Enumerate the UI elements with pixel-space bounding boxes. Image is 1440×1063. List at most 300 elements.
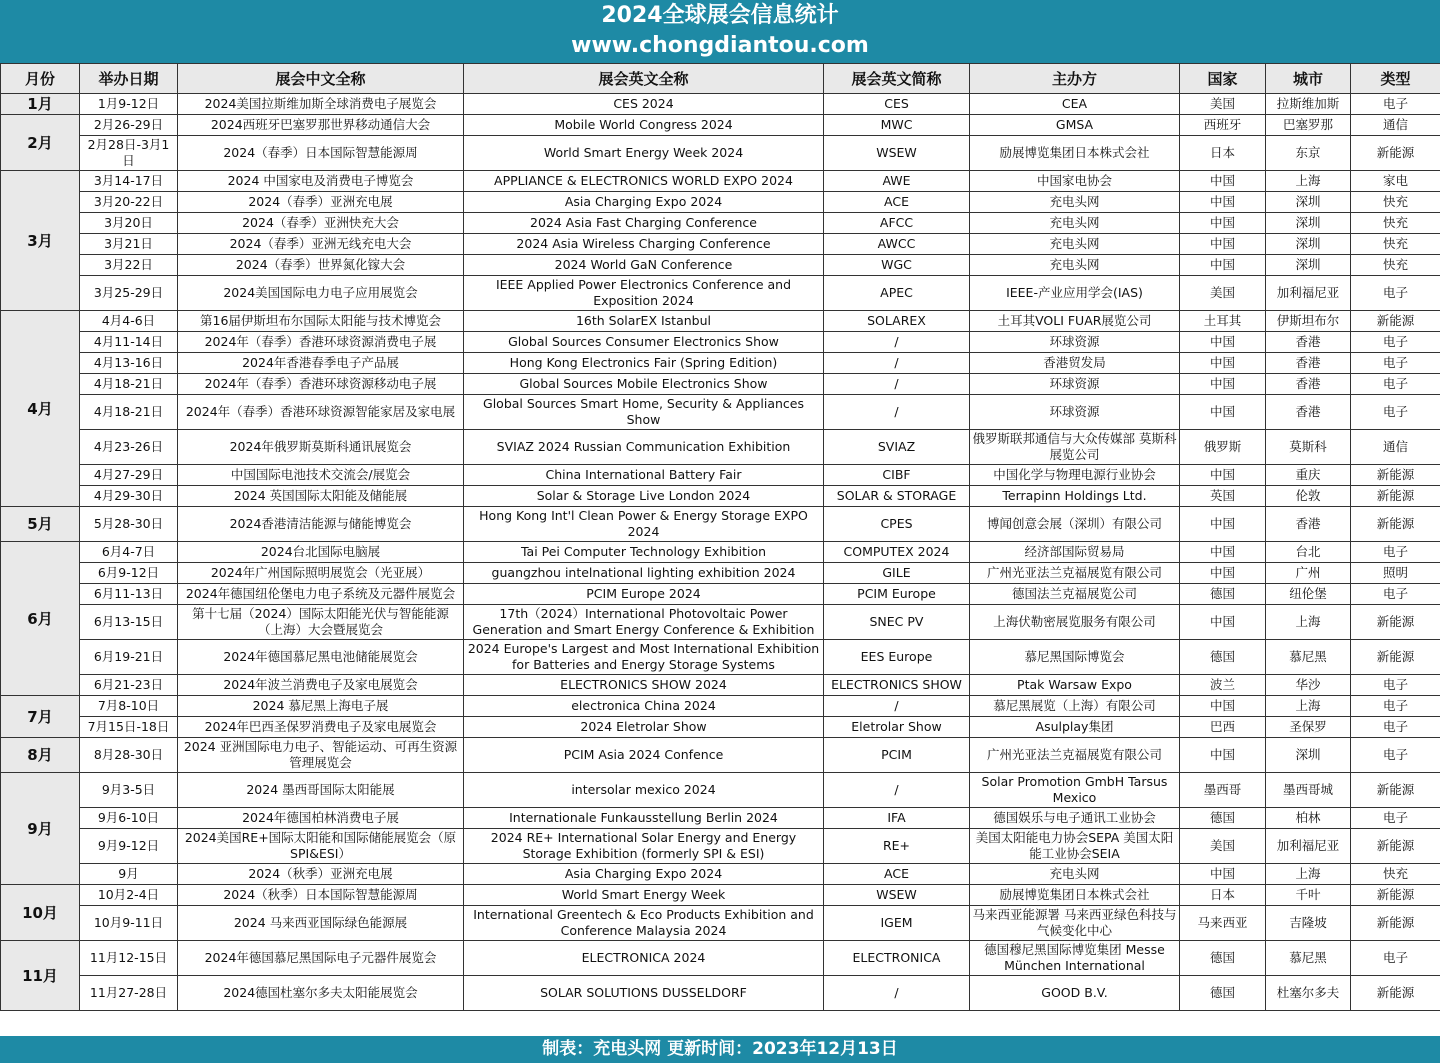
en-name-cell: 2024 RE+ International Solar Energy and Energy Storage Exhibition (formerly SPI & ESI) xyxy=(464,829,824,864)
organizer-cell: GMSA xyxy=(970,115,1180,136)
table-header-row xyxy=(1,64,1440,94)
city-cell: 慕尼黑 xyxy=(1266,640,1351,675)
en-name-cell: PCIM Europe 2024 xyxy=(464,584,824,605)
city-cell: 千叶 xyxy=(1266,885,1351,906)
date-cell: 10月2-4日 xyxy=(80,885,178,906)
abbr-cell: EES Europe xyxy=(824,640,970,675)
country-cell: 日本 xyxy=(1180,885,1266,906)
city-cell: 杜塞尔多夫 xyxy=(1266,976,1351,1011)
date-cell: 4月18-21日 xyxy=(80,374,178,395)
abbr-cell: AFCC xyxy=(824,213,970,234)
month-cell: 7月 xyxy=(1,696,80,738)
abbr-cell: CES xyxy=(824,94,970,115)
en-name-cell: SOLAR SOLUTIONS DUSSELDORF xyxy=(464,976,824,1011)
cn-name-cell: 2024 亚洲国际电力电子、智能运动、可再生资源管理展览会 xyxy=(178,738,464,773)
col-header: 展会中文全称 xyxy=(178,64,464,94)
abbr-cell: APEC xyxy=(824,276,970,311)
date-cell: 9月6-10日 xyxy=(80,808,178,829)
date-cell: 6月11-13日 xyxy=(80,584,178,605)
type-cell: 快充 xyxy=(1351,234,1440,255)
abbr-cell: / xyxy=(824,696,970,717)
country-cell: 美国 xyxy=(1180,94,1266,115)
city-cell: 上海 xyxy=(1266,171,1351,192)
country-cell: 西班牙 xyxy=(1180,115,1266,136)
abbr-cell: CPES xyxy=(824,507,970,542)
en-name-cell: China International Battery Fair xyxy=(464,465,824,486)
country-cell: 中国 xyxy=(1180,507,1266,542)
organizer-cell: GOOD B.V. xyxy=(970,976,1180,1011)
col-header: 类型 xyxy=(1351,64,1440,94)
organizer-cell: 美国太阳能电力协会SEPA 美国太阳能工业协会SEIA xyxy=(970,829,1180,864)
city-cell: 上海 xyxy=(1266,696,1351,717)
en-name-cell: Global Sources Consumer Electronics Show xyxy=(464,332,824,353)
type-cell: 电子 xyxy=(1351,738,1440,773)
en-name-cell: 2024 Asia Fast Charging Conference xyxy=(464,213,824,234)
type-cell: 新能源 xyxy=(1351,885,1440,906)
en-name-cell: Global Sources Mobile Electronics Show xyxy=(464,374,824,395)
abbr-cell: SNEC PV xyxy=(824,605,970,640)
table-row xyxy=(1,374,1440,395)
date-cell: 4月4-6日 xyxy=(80,311,178,332)
abbr-cell: Eletrolar Show xyxy=(824,717,970,738)
cn-name-cell: 2024年巴西圣保罗消费电子及家电展览会 xyxy=(178,717,464,738)
date-cell: 3月20日 xyxy=(80,213,178,234)
type-cell: 通信 xyxy=(1351,430,1440,465)
en-name-cell: International Greentech & Eco Products Exhibition and Conference Malaysia 2024 xyxy=(464,906,824,941)
date-cell: 3月20-22日 xyxy=(80,192,178,213)
city-cell: 纽伦堡 xyxy=(1266,584,1351,605)
col-header: 展会英文全称 xyxy=(464,64,824,94)
country-cell: 德国 xyxy=(1180,640,1266,675)
type-cell: 新能源 xyxy=(1351,465,1440,486)
organizer-cell: 慕尼黑展览（上海）有限公司 xyxy=(970,696,1180,717)
abbr-cell: ACE xyxy=(824,864,970,885)
table-body xyxy=(1,94,1440,1011)
abbr-cell: WSEW xyxy=(824,885,970,906)
country-cell: 中国 xyxy=(1180,192,1266,213)
date-cell: 4月18-21日 xyxy=(80,395,178,430)
cn-name-cell: 2024台北国际电脑展 xyxy=(178,542,464,563)
type-cell: 电子 xyxy=(1351,584,1440,605)
cn-name-cell: 2024（春季）亚洲充电展 xyxy=(178,192,464,213)
type-cell: 电子 xyxy=(1351,717,1440,738)
cn-name-cell: 2024（秋季）亚洲充电展 xyxy=(178,864,464,885)
website-url: www.chongdiantou.com xyxy=(571,33,869,58)
city-cell: 香港 xyxy=(1266,395,1351,430)
city-cell: 台北 xyxy=(1266,542,1351,563)
country-cell: 德国 xyxy=(1180,941,1266,976)
organizer-cell: 德国法兰克福展览公司 xyxy=(970,584,1180,605)
date-cell: 6月13-15日 xyxy=(80,605,178,640)
month-cell: 4月 xyxy=(1,311,80,507)
en-name-cell: Mobile World Congress 2024 xyxy=(464,115,824,136)
organizer-cell: 充电头网 xyxy=(970,213,1180,234)
cn-name-cell: 2024美国拉斯维加斯全球消费电子展览会 xyxy=(178,94,464,115)
en-name-cell: World Smart Energy Week 2024 xyxy=(464,136,824,171)
cn-name-cell: 2024（春季）亚洲快充大会 xyxy=(178,213,464,234)
type-cell: 电子 xyxy=(1351,395,1440,430)
date-cell: 2月26-29日 xyxy=(80,115,178,136)
date-cell: 11月12-15日 xyxy=(80,941,178,976)
abbr-cell: AWCC xyxy=(824,234,970,255)
table-row xyxy=(1,640,1440,675)
table-row xyxy=(1,696,1440,717)
organizer-cell: 经济部国际贸易局 xyxy=(970,542,1180,563)
date-cell: 5月28-30日 xyxy=(80,507,178,542)
table-row xyxy=(1,136,1440,171)
country-cell: 中国 xyxy=(1180,738,1266,773)
date-cell: 3月25-29日 xyxy=(80,276,178,311)
en-name-cell: intersolar mexico 2024 xyxy=(464,773,824,808)
table-row xyxy=(1,976,1440,1011)
cn-name-cell: 2024年波兰消费电子及家电展览会 xyxy=(178,675,464,696)
city-cell: 广州 xyxy=(1266,563,1351,584)
abbr-cell: GILE xyxy=(824,563,970,584)
type-cell: 电子 xyxy=(1351,675,1440,696)
cn-name-cell: 2024 墨西哥国际太阳能展 xyxy=(178,773,464,808)
type-cell: 快充 xyxy=(1351,213,1440,234)
type-cell: 电子 xyxy=(1351,374,1440,395)
country-cell: 中国 xyxy=(1180,864,1266,885)
table-row xyxy=(1,563,1440,584)
date-cell: 3月21日 xyxy=(80,234,178,255)
en-name-cell: Internationale Funkausstellung Berlin 2024 xyxy=(464,808,824,829)
en-name-cell: CES 2024 xyxy=(464,94,824,115)
organizer-cell: 土耳其VOLI FUAR展览公司 xyxy=(970,311,1180,332)
cn-name-cell: 第16届伊斯坦布尔国际太阳能与技术博览会 xyxy=(178,311,464,332)
type-cell: 新能源 xyxy=(1351,640,1440,675)
type-cell: 新能源 xyxy=(1351,829,1440,864)
country-cell: 美国 xyxy=(1180,829,1266,864)
en-name-cell: Solar & Storage Live London 2024 xyxy=(464,486,824,507)
type-cell: 新能源 xyxy=(1351,906,1440,941)
type-cell: 快充 xyxy=(1351,255,1440,276)
cn-name-cell: 2024年香港春季电子产品展 xyxy=(178,353,464,374)
country-cell: 中国 xyxy=(1180,563,1266,584)
date-cell: 9月3-5日 xyxy=(80,773,178,808)
col-header: 举办日期 xyxy=(80,64,178,94)
en-name-cell: 17th（2024）International Photovoltaic Power Generation and Smart Energy Conference & Exhibition xyxy=(464,605,824,640)
organizer-cell: 环球资源 xyxy=(970,374,1180,395)
table-row xyxy=(1,311,1440,332)
footer-banner: 制表：充电头网 更新时间：2023年12月13日 xyxy=(0,1036,1440,1063)
table-row xyxy=(1,808,1440,829)
table-row xyxy=(1,395,1440,430)
col-header: 国家 xyxy=(1180,64,1266,94)
table-row xyxy=(1,584,1440,605)
organizer-cell: 励展博览集团日本株式会社 xyxy=(970,885,1180,906)
city-cell: 上海 xyxy=(1266,864,1351,885)
date-cell: 3月14-17日 xyxy=(80,171,178,192)
cn-name-cell: 2024香港清洁能源与储能博览会 xyxy=(178,507,464,542)
city-cell: 深圳 xyxy=(1266,192,1351,213)
date-cell: 1月9-12日 xyxy=(80,94,178,115)
date-cell: 11月27-28日 xyxy=(80,976,178,1011)
cn-name-cell: 2024（春季）日本国际智慧能源周 xyxy=(178,136,464,171)
country-cell: 中国 xyxy=(1180,374,1266,395)
en-name-cell: PCIM Asia 2024 Confence xyxy=(464,738,824,773)
date-cell: 8月28-30日 xyxy=(80,738,178,773)
organizer-cell: Ptak Warsaw Expo xyxy=(970,675,1180,696)
en-name-cell: Asia Charging Expo 2024 xyxy=(464,192,824,213)
organizer-cell: 充电头网 xyxy=(970,255,1180,276)
table-row xyxy=(1,605,1440,640)
country-cell: 中国 xyxy=(1180,171,1266,192)
en-name-cell: ELECTRONICS SHOW 2024 xyxy=(464,675,824,696)
date-cell: 9月9-12日 xyxy=(80,829,178,864)
en-name-cell: World Smart Energy Week xyxy=(464,885,824,906)
organizer-cell: 广州光亚法兰克福展览有限公司 xyxy=(970,563,1180,584)
table-row xyxy=(1,717,1440,738)
abbr-cell: SOLAREX xyxy=(824,311,970,332)
col-header: 展会英文简称 xyxy=(824,64,970,94)
city-cell: 上海 xyxy=(1266,605,1351,640)
en-name-cell: 2024 World GaN Conference xyxy=(464,255,824,276)
country-cell: 中国 xyxy=(1180,465,1266,486)
abbr-cell: COMPUTEX 2024 xyxy=(824,542,970,563)
abbr-cell: WGC xyxy=(824,255,970,276)
month-cell: 8月 xyxy=(1,738,80,773)
country-cell: 中国 xyxy=(1180,696,1266,717)
col-header: 城市 xyxy=(1266,64,1351,94)
abbr-cell: ELECTRONICA xyxy=(824,941,970,976)
abbr-cell: MWC xyxy=(824,115,970,136)
city-cell: 东京 xyxy=(1266,136,1351,171)
en-name-cell: 16th SolarEX Istanbul xyxy=(464,311,824,332)
date-cell: 7月15日-18日 xyxy=(80,717,178,738)
abbr-cell: / xyxy=(824,374,970,395)
country-cell: 马来西亚 xyxy=(1180,906,1266,941)
date-cell: 4月11-14日 xyxy=(80,332,178,353)
cn-name-cell: 2024 马来西亚国际绿色能源展 xyxy=(178,906,464,941)
organizer-cell: IEEE-产业应用学会(IAS) xyxy=(970,276,1180,311)
country-cell: 中国 xyxy=(1180,395,1266,430)
abbr-cell: PCIM Europe xyxy=(824,584,970,605)
type-cell: 电子 xyxy=(1351,808,1440,829)
en-name-cell: Hong Kong Int'l Clean Power & Energy Storage EXPO 2024 xyxy=(464,507,824,542)
table-row xyxy=(1,542,1440,563)
organizer-cell: 德国娱乐与电子通讯工业协会 xyxy=(970,808,1180,829)
type-cell: 电子 xyxy=(1351,332,1440,353)
col-header: 月份 xyxy=(1,64,80,94)
date-cell: 10月9-11日 xyxy=(80,906,178,941)
abbr-cell: AWE xyxy=(824,171,970,192)
cn-name-cell: 2024年德国慕尼黑国际电子元器件展览会 xyxy=(178,941,464,976)
en-name-cell: guangzhou intelnational lighting exhibition 2024 xyxy=(464,563,824,584)
city-cell: 香港 xyxy=(1266,374,1351,395)
type-cell: 新能源 xyxy=(1351,486,1440,507)
cn-name-cell: 2024西班牙巴塞罗那世界移动通信大会 xyxy=(178,115,464,136)
table-row xyxy=(1,332,1440,353)
city-cell: 慕尼黑 xyxy=(1266,941,1351,976)
city-cell: 香港 xyxy=(1266,507,1351,542)
abbr-cell: SVIAZ xyxy=(824,430,970,465)
abbr-cell: WSEW xyxy=(824,136,970,171)
city-cell: 深圳 xyxy=(1266,213,1351,234)
city-cell: 深圳 xyxy=(1266,234,1351,255)
country-cell: 英国 xyxy=(1180,486,1266,507)
cn-name-cell: 2024年广州国际照明展览会（光亚展） xyxy=(178,563,464,584)
organizer-cell: 博闻创意会展（深圳）有限公司 xyxy=(970,507,1180,542)
en-name-cell: 2024 Europe's Largest and Most International Exhibition for Batteries and Energy Storage Systems xyxy=(464,640,824,675)
type-cell: 快充 xyxy=(1351,864,1440,885)
cn-name-cell: 2024年德国纽伦堡电力电子系统及元器件展览会 xyxy=(178,584,464,605)
country-cell: 中国 xyxy=(1180,332,1266,353)
city-cell: 拉斯维加斯 xyxy=(1266,94,1351,115)
city-cell: 墨西哥城 xyxy=(1266,773,1351,808)
city-cell: 加利福尼亚 xyxy=(1266,276,1351,311)
table-row xyxy=(1,353,1440,374)
month-cell: 6月 xyxy=(1,542,80,696)
cn-name-cell: 中国国际电池技术交流会/展览会 xyxy=(178,465,464,486)
country-cell: 巴西 xyxy=(1180,717,1266,738)
date-cell: 3月22日 xyxy=(80,255,178,276)
type-cell: 照明 xyxy=(1351,563,1440,584)
organizer-cell: 充电头网 xyxy=(970,864,1180,885)
organizer-cell: 广州光亚法兰克福展览有限公司 xyxy=(970,738,1180,773)
country-cell: 中国 xyxy=(1180,542,1266,563)
en-name-cell: 2024 Asia Wireless Charging Conference xyxy=(464,234,824,255)
country-cell: 波兰 xyxy=(1180,675,1266,696)
country-cell: 土耳其 xyxy=(1180,311,1266,332)
cn-name-cell: 2024（春季）亚洲无线充电大会 xyxy=(178,234,464,255)
country-cell: 中国 xyxy=(1180,353,1266,374)
cn-name-cell: 2024（秋季）日本国际智慧能源周 xyxy=(178,885,464,906)
type-cell: 新能源 xyxy=(1351,976,1440,1011)
cn-name-cell: 2024（春季）世界氮化镓大会 xyxy=(178,255,464,276)
date-cell: 6月4-7日 xyxy=(80,542,178,563)
city-cell: 香港 xyxy=(1266,353,1351,374)
month-cell: 1月 xyxy=(1,94,80,115)
exhibition-table xyxy=(0,63,1440,1011)
month-cell: 3月 xyxy=(1,171,80,311)
country-cell: 中国 xyxy=(1180,605,1266,640)
en-name-cell: ELECTRONICA 2024 xyxy=(464,941,824,976)
city-cell: 莫斯科 xyxy=(1266,430,1351,465)
organizer-cell: 慕尼黑国际博览会 xyxy=(970,640,1180,675)
country-cell: 中国 xyxy=(1180,213,1266,234)
abbr-cell: / xyxy=(824,976,970,1011)
country-cell: 美国 xyxy=(1180,276,1266,311)
country-cell: 俄罗斯 xyxy=(1180,430,1266,465)
city-cell: 柏林 xyxy=(1266,808,1351,829)
organizer-cell: 励展博览集团日本株式会社 xyxy=(970,136,1180,171)
cn-name-cell: 2024美国国际电力电子应用展览会 xyxy=(178,276,464,311)
date-cell: 6月21-23日 xyxy=(80,675,178,696)
date-cell: 9月 xyxy=(80,864,178,885)
type-cell: 快充 xyxy=(1351,192,1440,213)
en-name-cell: Hong Kong Electronics Fair (Spring Edition) xyxy=(464,353,824,374)
cn-name-cell: 2024年（春季）香港环球资源消费电子展 xyxy=(178,332,464,353)
cn-name-cell: 2024年德国柏林消费电子展 xyxy=(178,808,464,829)
country-cell: 中国 xyxy=(1180,255,1266,276)
table-row xyxy=(1,171,1440,192)
country-cell: 墨西哥 xyxy=(1180,773,1266,808)
abbr-cell: IGEM xyxy=(824,906,970,941)
table-row xyxy=(1,507,1440,542)
cn-name-cell: 2024年（春季）香港环球资源智能家居及家电展 xyxy=(178,395,464,430)
table-row xyxy=(1,486,1440,507)
type-cell: 电子 xyxy=(1351,353,1440,374)
page-title: 2024全球展会信息统计 xyxy=(601,3,839,28)
abbr-cell: RE+ xyxy=(824,829,970,864)
date-cell: 4月23-26日 xyxy=(80,430,178,465)
city-cell: 香港 xyxy=(1266,332,1351,353)
organizer-cell: 充电头网 xyxy=(970,234,1180,255)
col-header: 主办方 xyxy=(970,64,1180,94)
abbr-cell: IFA xyxy=(824,808,970,829)
en-name-cell: 2024 Eletrolar Show xyxy=(464,717,824,738)
organizer-cell: 中国家电协会 xyxy=(970,171,1180,192)
city-cell: 伊斯坦布尔 xyxy=(1266,311,1351,332)
date-cell: 6月19-21日 xyxy=(80,640,178,675)
date-cell: 4月27-29日 xyxy=(80,465,178,486)
city-cell: 深圳 xyxy=(1266,738,1351,773)
organizer-cell: 环球资源 xyxy=(970,332,1180,353)
abbr-cell: SOLAR & STORAGE xyxy=(824,486,970,507)
header-banner xyxy=(0,0,1440,63)
type-cell: 通信 xyxy=(1351,115,1440,136)
en-name-cell: SVIAZ 2024 Russian Communication Exhibition xyxy=(464,430,824,465)
table-row xyxy=(1,213,1440,234)
abbr-cell: ACE xyxy=(824,192,970,213)
abbr-cell: PCIM xyxy=(824,738,970,773)
organizer-cell: 俄罗斯联邦通信与大众传媒部 莫斯科展览公司 xyxy=(970,430,1180,465)
table-row xyxy=(1,192,1440,213)
table-row xyxy=(1,255,1440,276)
date-cell: 4月29-30日 xyxy=(80,486,178,507)
type-cell: 家电 xyxy=(1351,171,1440,192)
abbr-cell: ELECTRONICS SHOW xyxy=(824,675,970,696)
type-cell: 新能源 xyxy=(1351,136,1440,171)
abbr-cell: / xyxy=(824,353,970,374)
cn-name-cell: 2024德国杜塞尔多夫太阳能展览会 xyxy=(178,976,464,1011)
table-row xyxy=(1,941,1440,976)
organizer-cell: Terrapinn Holdings Ltd. xyxy=(970,486,1180,507)
date-cell: 6月9-12日 xyxy=(80,563,178,584)
organizer-cell: CEA xyxy=(970,94,1180,115)
city-cell: 吉隆坡 xyxy=(1266,906,1351,941)
abbr-cell: CIBF xyxy=(824,465,970,486)
city-cell: 圣保罗 xyxy=(1266,717,1351,738)
country-cell: 德国 xyxy=(1180,808,1266,829)
country-cell: 日本 xyxy=(1180,136,1266,171)
cn-name-cell: 2024 慕尼黑上海电子展 xyxy=(178,696,464,717)
table-row xyxy=(1,234,1440,255)
cn-name-cell: 2024美国RE+国际太阳能和国际储能展览会（原SPI&ESI） xyxy=(178,829,464,864)
en-name-cell: IEEE Applied Power Electronics Conference and Exposition 2024 xyxy=(464,276,824,311)
organizer-cell: 环球资源 xyxy=(970,395,1180,430)
country-cell: 德国 xyxy=(1180,584,1266,605)
table-row xyxy=(1,885,1440,906)
cn-name-cell: 2024 中国家电及消费电子博览会 xyxy=(178,171,464,192)
en-name-cell: APPLIANCE & ELECTRONICS WORLD EXPO 2024 xyxy=(464,171,824,192)
en-name-cell: Tai Pei Computer Technology Exhibition xyxy=(464,542,824,563)
en-name-cell: Global Sources Smart Home, Security & Appliances Show xyxy=(464,395,824,430)
cn-name-cell: 2024 英国国际太阳能及储能展 xyxy=(178,486,464,507)
date-cell: 7月8-10日 xyxy=(80,696,178,717)
city-cell: 巴塞罗那 xyxy=(1266,115,1351,136)
table-row xyxy=(1,773,1440,808)
cn-name-cell: 第十七届（2024）国际太阳能光伏与智能能源（上海）大会暨展览会 xyxy=(178,605,464,640)
table-row xyxy=(1,430,1440,465)
organizer-cell: 香港贸发局 xyxy=(970,353,1180,374)
city-cell: 伦敦 xyxy=(1266,486,1351,507)
type-cell: 电子 xyxy=(1351,94,1440,115)
date-cell: 2月28日-3月1日 xyxy=(80,136,178,171)
cn-name-cell: 2024年俄罗斯莫斯科通讯展览会 xyxy=(178,430,464,465)
type-cell: 新能源 xyxy=(1351,311,1440,332)
